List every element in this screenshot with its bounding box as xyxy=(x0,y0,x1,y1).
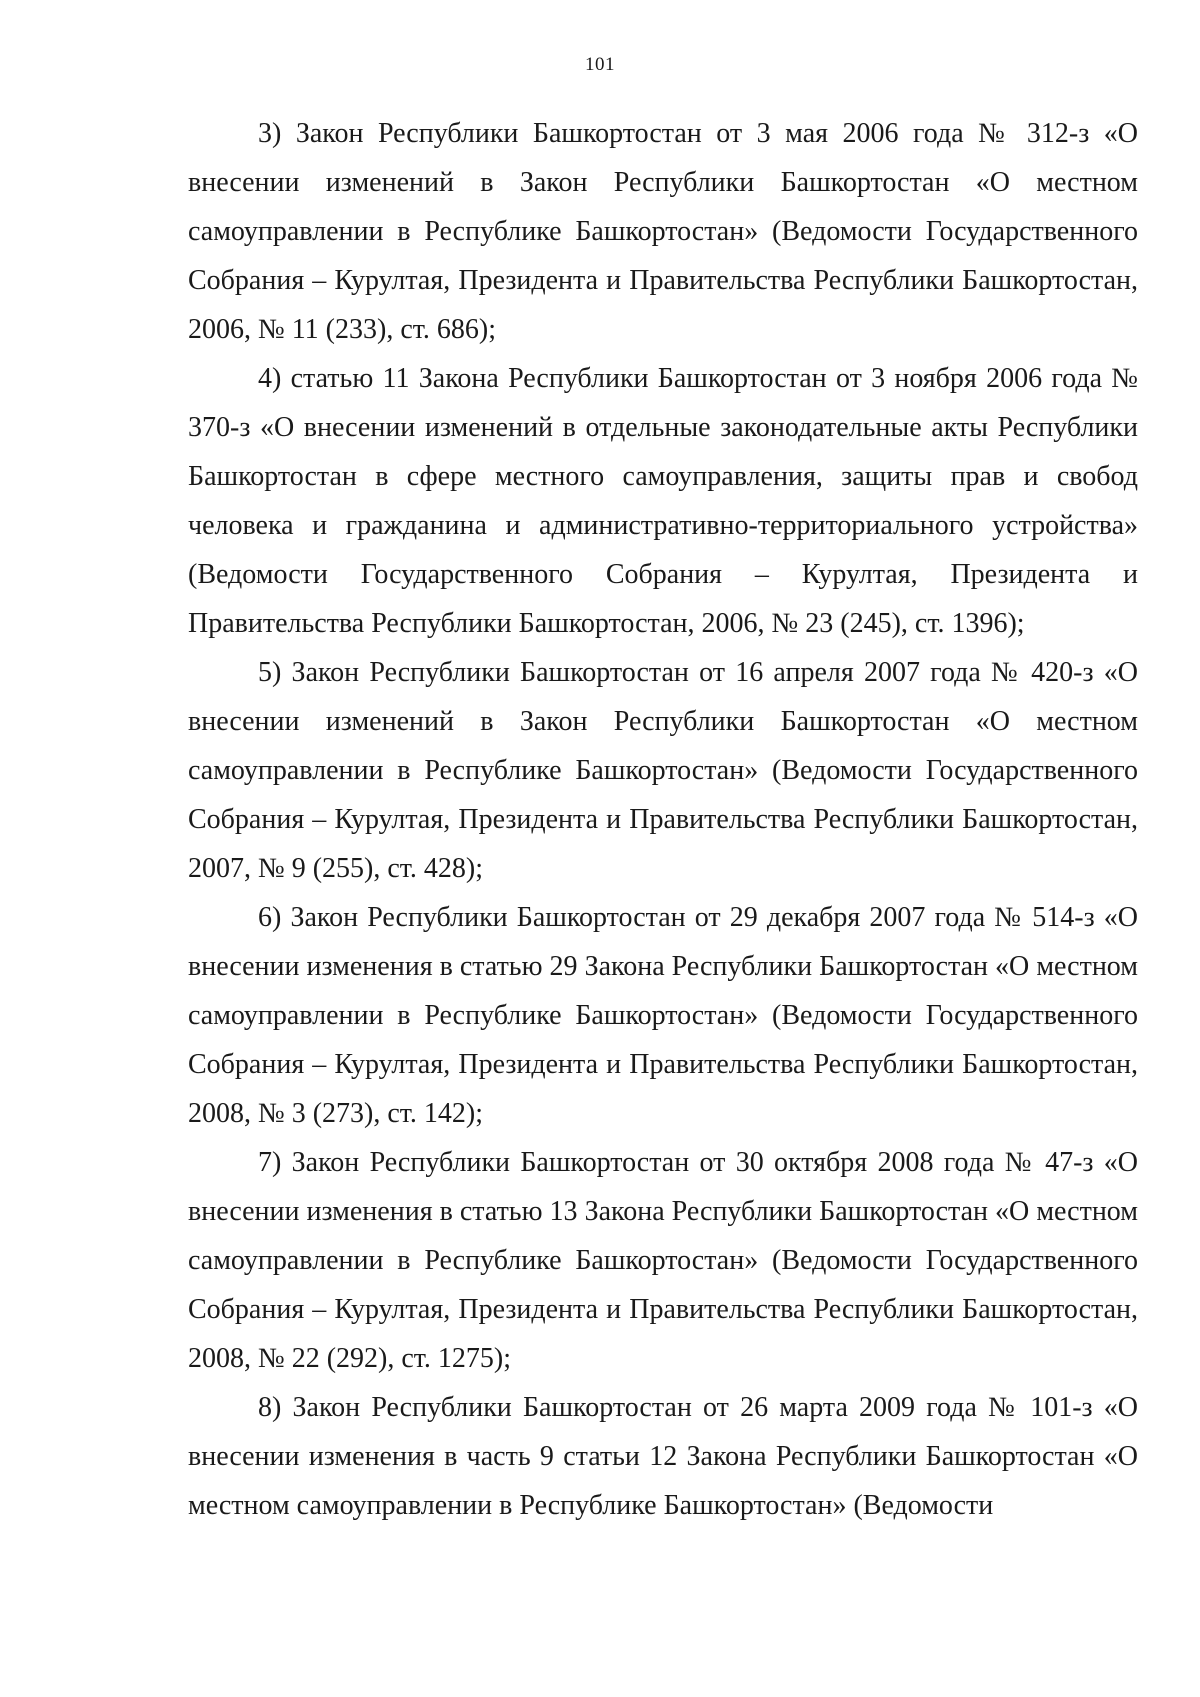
list-item-5: 5) Закон Республики Башкортостан от 16 апреля 2007 года № 420-з «О внесении изменений в Закон Республики Башкортостан «О местном самоуправлении в Республике Башкортостан» (Ведомости Государственного Собрания – Курултая, Президента и Правительства Республики Башкортостан, 2007, № 9 (255), ст. 428); xyxy=(188,657,1138,884)
list-item-7: 7) Закон Республики Башкортостан от 30 октября 2008 года № 47-з «О внесении изменения в статью 13 Закона Республики Башкортостан «О местном самоуправлении в Республике Башкортостан» (Ведомости Государственного Собрания – Курултая, Президента и Правительства Республики Башкортостан, 2008, № 22 (292), ст. 1275); xyxy=(188,1147,1138,1374)
list-item-3: 3) Закон Республики Башкортостан от 3 мая 2006 года № 312-з «О внесении изменений в Закон Республики Башкортостан «О местном самоуправлении в Республике Башкортостан» (Ведомости Государственного Собрания – Курултая, Президента и Правительства Республики Башкортостан, 2006, № 11 (233), ст. 686); xyxy=(188,118,1138,345)
list-item-6: 6) Закон Республики Башкортостан от 29 декабря 2007 года № 514-з «О внесении изменения в статью 29 Закона Республики Башкортостан «О местном самоуправлении в Республике Башкортостан» (Ведомости Государственного Собрания – Курултая, Президента и Правительства Республики Башкортостан, 2008, № 3 (273), ст. 142); xyxy=(188,902,1138,1129)
document-body xyxy=(188,109,1138,1530)
page-number: 101 xyxy=(585,54,615,75)
list-item-8: 8) Закон Республики Башкортостан от 26 марта 2009 года № 101-з «О внесении изменения в часть 9 статьи 12 Закона Республики Башкортостан «О местном самоуправлении в Республике Башкортостан» (Ведомости xyxy=(188,1392,1138,1521)
list-item-4: 4) статью 11 Закона Республики Башкортостан от 3 ноября 2006 года № 370-з «О внесении изменений в отдельные законодательные акты Республики Башкортостан в сфере местного самоуправления, защиты прав и свобод человека и гражданина и административно-территориального устройства» (Ведомости Государственного Собрания – Курултая, Президента и Правительства Республики Башкортостан, 2006, № 23 (245), ст. 1396); xyxy=(188,363,1138,639)
